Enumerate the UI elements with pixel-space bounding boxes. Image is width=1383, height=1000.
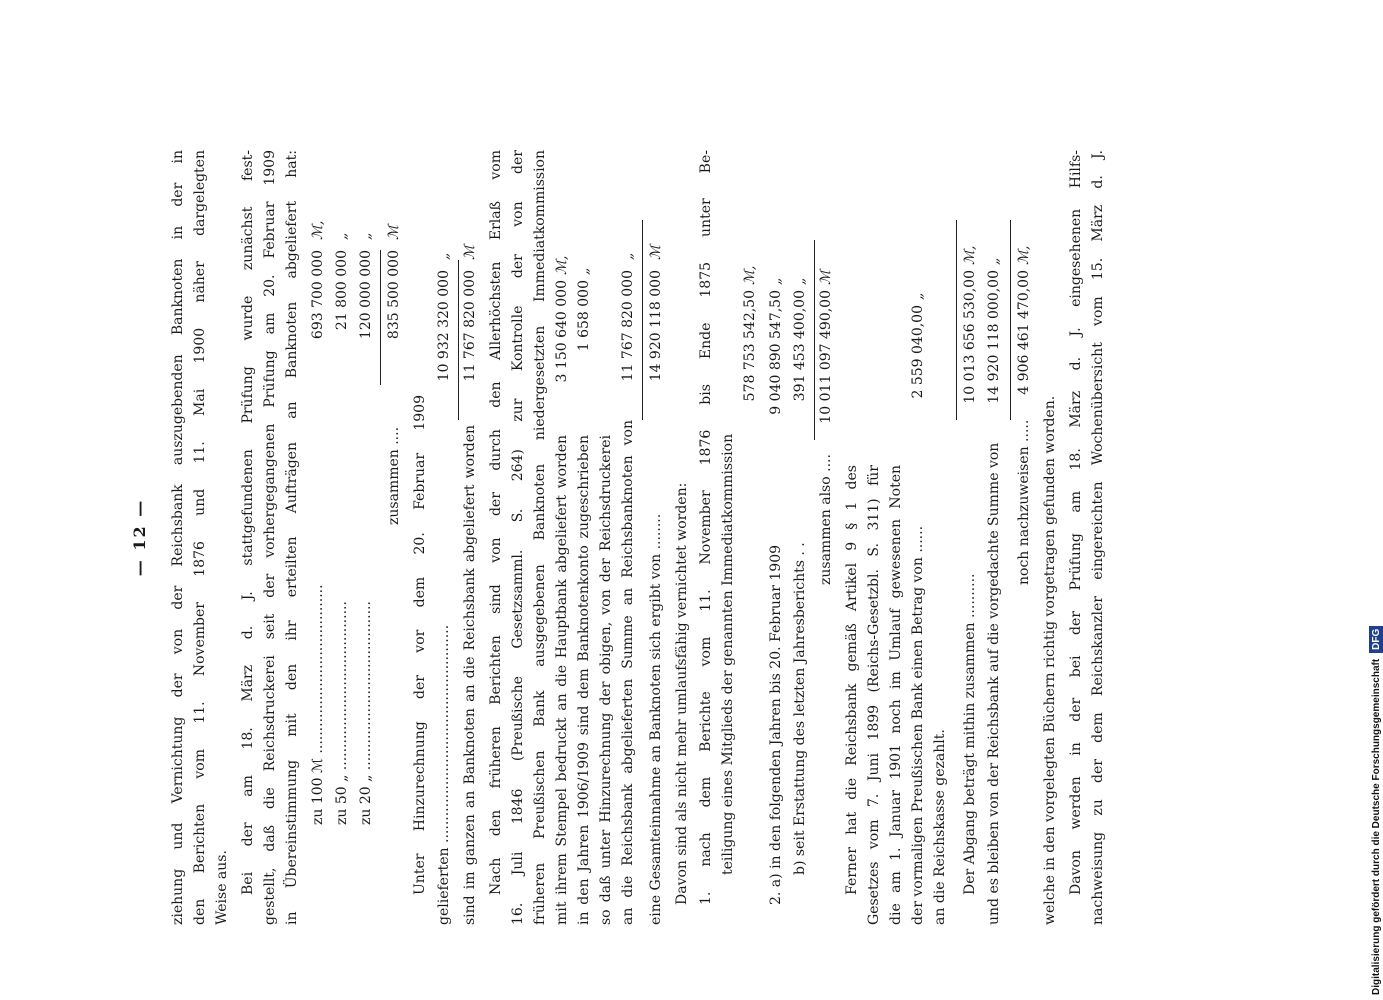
- amount: 11 767 820 000: [462, 270, 478, 382]
- amount: 21 800 000: [334, 250, 350, 331]
- unit: „: [792, 277, 808, 285]
- text-line: eine Gesamteinnahme an Banknoten sich ergibt von ........: [648, 513, 664, 925]
- unit: „: [768, 277, 784, 285]
- unit: ℳ: [818, 270, 834, 285]
- unit: „: [576, 267, 592, 275]
- sum-rule: [642, 220, 643, 420]
- sum-rule: [956, 220, 957, 420]
- credit-text: Digitalisierung gefördert durch die Deutsche Forschungsgemeinschaft: [1371, 658, 1382, 995]
- rotated-document-page: [130, 150, 1210, 925]
- text-line: so daß unter Hinzurechnung der obigen, von der Reichsdruckerei: [598, 435, 614, 925]
- unit: ℳ: [462, 245, 478, 260]
- amount: 4 906 461 470,00: [1016, 270, 1032, 395]
- text-line: 2. a) in den folgenden Jahren bis 20. Februar 1909: [768, 544, 784, 905]
- sum-rule: [1010, 220, 1011, 420]
- unit: ℳ,: [962, 245, 978, 265]
- unit: ℳ,: [1016, 245, 1032, 265]
- unit: ℳ: [648, 245, 664, 260]
- text-line: b) seit Erstattung des letzten Jahresberichts . .: [792, 542, 808, 875]
- text-line: gestellt, daß die Reichsdruckerei seit der vorhergegangenen Prüfung am 20. Februar 1909: [262, 150, 278, 925]
- amount: 14 920 118 000,00: [986, 270, 1002, 404]
- text-line: an die Reichskasse gezahlt.: [932, 729, 948, 925]
- text-line: noch nachzuweisen .....: [1016, 420, 1032, 585]
- text-line: in den Jahren 1906/1909 sind dem Banknotenkonto zugeschrieben: [576, 435, 592, 925]
- text-line: an die Reichsbank abgelieferten Summe an Reichsbanknoten von: [620, 420, 636, 925]
- denomination-100: zu 100 ℳ ......................................: [310, 584, 326, 825]
- text-line: Weise aus.: [214, 850, 230, 925]
- text-line: früheren Preußischen Bank ausgegebenen Banknoten niedergesetzten Immediatkommission: [532, 150, 548, 925]
- amount: 10 932 320 000: [436, 270, 452, 382]
- unit: ℳ,: [554, 255, 570, 275]
- text-line: teiligung eines Mitglieds der genannten Immediatkommission: [720, 433, 736, 875]
- amount: 11 767 820 000: [620, 270, 636, 382]
- unit: ℳ: [386, 225, 402, 240]
- dfg-logo: DFG: [1369, 626, 1383, 653]
- text-line: in Übereinstimmung mit den ihr erteilten Aufträgen an Banknoten abgeliefert hat:: [284, 150, 300, 925]
- text-line: mit ihrem Stempel bedruckt an die Hauptbank abgeliefert worden: [554, 435, 570, 925]
- text-line: nachweisung zu der dem Reichskanzler eingereichten Wochenübersicht vom 15. März d. J.: [1090, 150, 1106, 925]
- text-line: Davon werden in der bei der Prüfung am 18. März d. J. eingesehenen Hilfs-: [1068, 150, 1084, 895]
- denomination-50: zu 50 „ ......................................: [334, 601, 350, 825]
- unit: „: [334, 232, 350, 240]
- unit: „: [910, 292, 926, 300]
- text-line: ziehung und Vernichtung der von der Reichsbank auszugebenden Banknoten in der in: [170, 150, 186, 925]
- text-line: Unter Hinzurechnung der vor dem 20. Februar 1909: [412, 395, 428, 895]
- amount: 9 040 890 547,50: [768, 290, 784, 415]
- amount: 693 700 000: [310, 250, 326, 340]
- page-number: — 12 —: [130, 498, 149, 577]
- sum-rule: [814, 240, 815, 440]
- text-line: der vormaligen Preußischen Bank einen Betrag von ......: [910, 525, 926, 925]
- unit: „: [358, 232, 374, 240]
- text-line: Nach den früheren Berichten sind von der durch den Allerhöchsten Erlaß vom: [488, 150, 504, 895]
- amount: 10 011 097 490,00: [818, 290, 834, 424]
- sum-rule: [380, 250, 381, 385]
- amount: 1 658 000: [576, 280, 592, 352]
- digitization-credit: [1369, 5, 1383, 995]
- amount: 835 500 000: [386, 250, 402, 340]
- amount: 10 013 656 530,00: [962, 270, 978, 404]
- amount: 3 150 640 000: [554, 280, 570, 383]
- amount: 2 559 040,00: [910, 305, 926, 399]
- unit: „: [436, 252, 452, 260]
- unit: ℳ,: [742, 265, 758, 285]
- text-line: 16. Juli 1846 (Preußische Gesetzsamml. S. 264) zur Kontrolle der von der: [510, 150, 526, 925]
- text-line: gelieferten .................................................: [436, 624, 452, 925]
- amount: 391 453 400,00: [792, 290, 808, 402]
- amount: 120 000 000: [358, 250, 374, 340]
- text-line: zusammen also ....: [818, 454, 834, 585]
- text-line: und es bleiben von der Reichsbank auf die vorgedachte Summe von: [986, 442, 1002, 925]
- text-line: 1. nach dem Berichte vom 11. November 1876 bis Ende 1875 unter Be-: [698, 150, 714, 905]
- text-line: sind im ganzen an Banknoten an die Reichsbank abgeliefert worden: [462, 425, 478, 925]
- unit: „: [986, 257, 1002, 265]
- sum-rule: [458, 260, 459, 420]
- text-line: Der Abgang beträgt mithin zusammen ..........: [962, 573, 978, 895]
- amount: 578 753 542,50: [742, 290, 758, 402]
- denomination-20: zu 20 „ ......................................: [358, 601, 374, 825]
- amount: 14 920 118 000: [648, 270, 664, 382]
- text-line: Ferner hat die Reichsbank gemäß Artikel 9 § 1 des: [844, 465, 860, 895]
- unit: ℳ,: [310, 220, 326, 240]
- text-line: Bei der am 18. März d. J. stattgefundenen Prüfung wurde zunächst fest-: [240, 150, 256, 895]
- text-line: zusammen ....: [386, 426, 402, 525]
- unit: „: [620, 252, 636, 260]
- text-line: Davon sind als nicht mehr umlaufsfähig vernichtet worden:: [674, 482, 690, 905]
- text-line: welche in den vorgelegten Büchern richtig vorgetragen gefunden worden.: [1042, 395, 1058, 925]
- text-line: die am 1. Januar 1901 noch im Umlauf gewesenen Noten: [888, 465, 904, 925]
- text-line: den Berichten vom 11. November 1876 und 11. Mai 1900 näher dargelegten: [192, 150, 208, 925]
- text-line: Gesetzes vom 7. Juni 1899 (Reichs-Gesetzbl. S. 311) für: [866, 465, 882, 925]
